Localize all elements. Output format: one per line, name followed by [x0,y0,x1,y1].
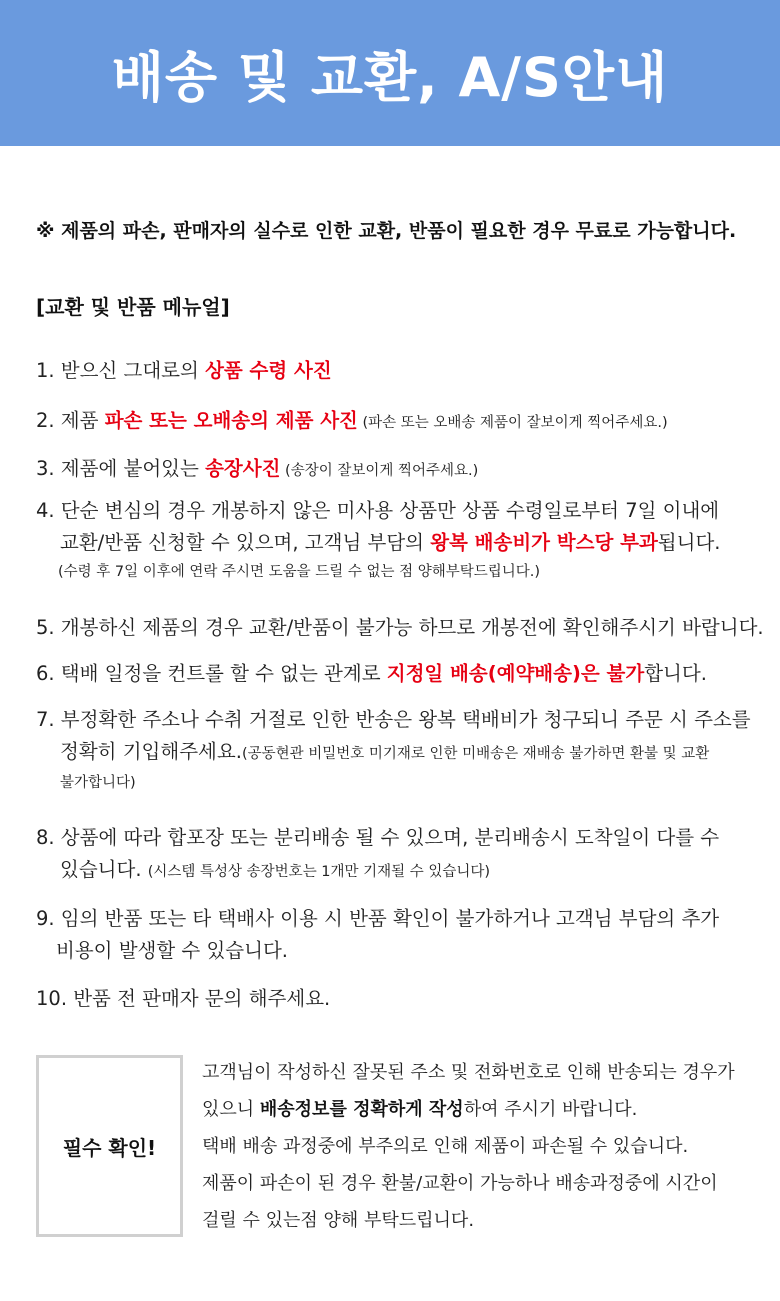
item-highlight: 상품 수령 사진 [205,359,332,382]
section-title: [교환 및 반품 메뉴얼] [36,295,230,319]
item-text-cont: 비용이 발생할 수 있습니다. [56,939,289,962]
item-text-cont: 정확히 기입해주세요. [60,740,242,763]
list-item-6 [36,658,707,690]
item-note: (파손 또는 오배송 제품이 잘보이게 찍어주세요.) [357,415,668,431]
must-check-text [202,1054,762,1239]
must-check-label: 필수 확인! [62,1135,157,1160]
item-text-end: 됩니다. [657,531,721,554]
item-text-cont: 교환/반품 신청할 수 있으며, 고객님 부담의 [60,531,431,554]
free-return-notice: ※ 제품의 파손, 판매자의 실수로 인한 교환, 반품이 필요한 경우 무료로 가능합니다. [36,220,737,242]
confirm-highlight: 배송정보를 정확하게 작성 [259,1099,464,1120]
list-item-7 [36,704,751,796]
list-item-10 [36,983,330,1015]
item-text: 3. 제품에 붙어있는 [36,457,206,480]
item-text: 9. 임의 반품 또는 타 택배사 이용 시 반품 확인이 불가하거나 고객님 부담의 추가 [36,907,720,930]
item-text: 10. 반품 전 판매자 문의 해주세요. [36,987,331,1010]
item-note: (시스템 특성상 송장번호는 1개만 기재될 수 있습니다) [147,864,491,880]
list-item-8 [36,822,719,888]
list-item-4 [36,495,721,585]
item-text: 7. 부정확한 주소나 수취 거절로 인한 반송은 왕복 택배비가 청구되니 주문 시 주소를 [36,708,751,731]
page-title: 배송 및 교환, A/S안내 [111,45,669,109]
item-text: 4. 단순 변심의 경우 개봉하지 않은 미사용 상품만 상품 수령일로부터 7일 이내에 [36,499,720,522]
item-highlight: 지정일 배송(예약배송)은 불가 [386,662,645,685]
confirm-line-2 [202,1091,762,1128]
confirm-line-2-end: 하여 주시기 바랍니다. [463,1099,638,1120]
confirm-line-2-start: 있으니 [202,1099,260,1120]
item-highlight: 왕복 배송비가 박스당 부과 [430,531,658,554]
confirm-line-4: 제품이 파손이 된 경우 환불/교환이 가능하나 배송과정중에 시간이 [202,1173,718,1194]
item-highlight: 송장사진 [205,457,281,480]
list-item-5 [36,612,764,644]
item-text: 1. 받으신 그대로의 [36,359,206,382]
item-text: 5. 개봉하신 제품의 경우 교환/반품이 불가능 하므로 개봉전에 확인해주시기 바랍니다. [36,616,764,639]
confirm-line-5: 걸릴 수 있는점 양해 부탁드립니다. [202,1210,475,1231]
item-text-end: 합니다. [644,662,707,685]
page-header [0,0,780,146]
list-item-2 [36,405,668,439]
item-text: 2. 제품 [36,409,105,432]
item-note: (수령 후 7일 이후에 연락 주시면 도움을 드릴 수 없는 점 양해부탁드립니다.) [58,564,541,580]
must-check-box [36,1055,183,1237]
item-highlight: 파손 또는 오배송의 제품 사진 [104,409,358,432]
confirm-line-1: 고객님이 작성하신 잘못된 주소 및 전화번호로 인해 반송되는 경우가 [202,1062,735,1083]
list-item-1 [36,355,332,387]
list-item-3 [36,453,478,487]
item-text: 6. 택배 일정을 컨트롤 할 수 없는 관계로 [36,662,387,685]
confirm-line-3: 택배 배송 과정중에 부주의로 인해 제품이 파손될 수 있습니다. [202,1136,689,1157]
item-text-cont: 있습니다. [60,858,148,881]
list-item-9 [36,903,719,967]
item-note-cont: 불가합니다) [60,775,136,791]
item-note: (공동현관 비밀번호 미기재로 인한 미배송은 재배송 불가하면 환불 및 교환 [241,746,710,762]
item-note: (송장이 잘보이게 찍어주세요.) [280,463,479,479]
item-text: 8. 상품에 따라 합포장 또는 분리배송 될 수 있으며, 분리배송시 도착일이 다를 수 [36,826,720,849]
